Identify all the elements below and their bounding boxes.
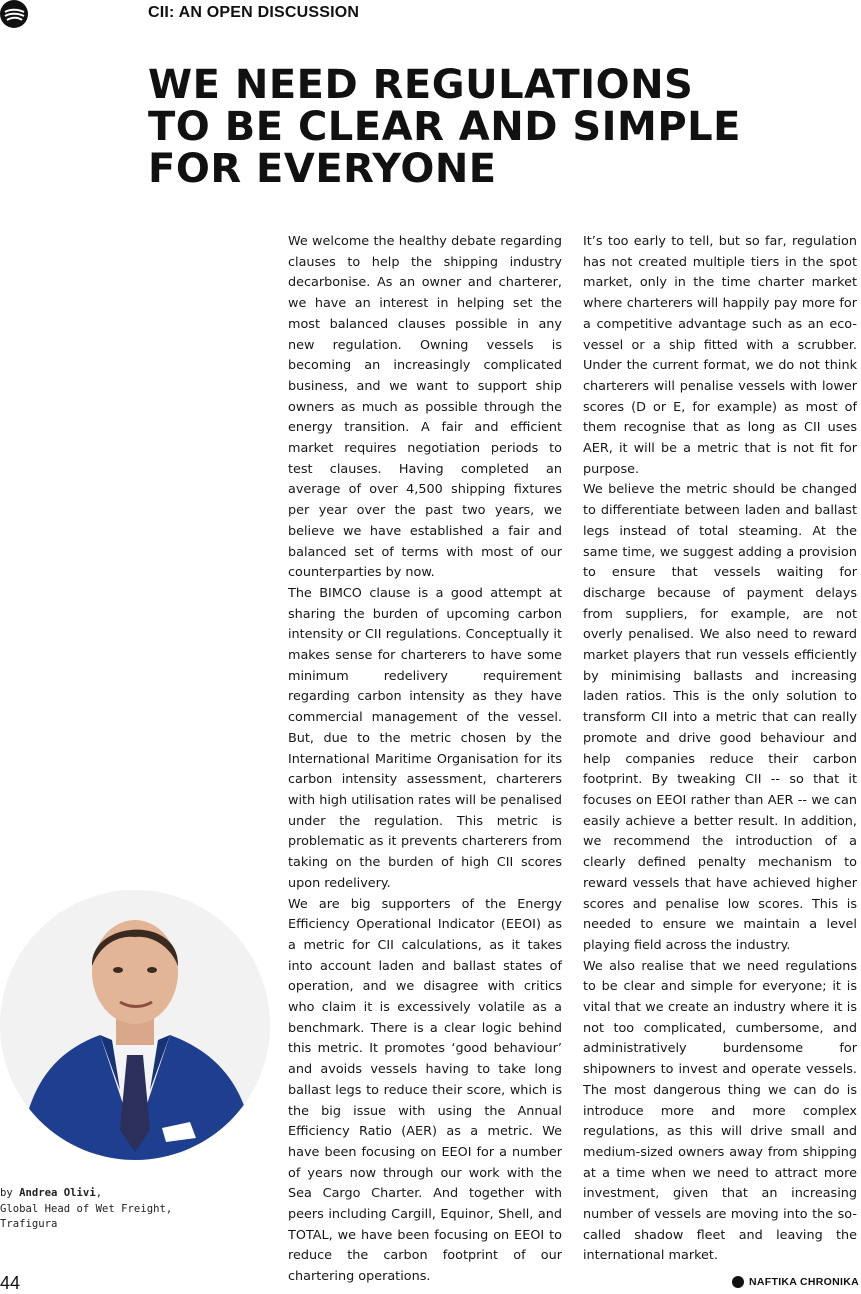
headline-line-2: TO BE CLEAR AND SIMPLE — [148, 104, 741, 150]
author-byline — [0, 1186, 172, 1233]
article-paragraph: It’s too early to tell, but so far, regulation has not created multiple tiers in the spot market, only in the time charter market where charterers will happily pay more for a competitive advantage such as an eco-vessel or a ship fitted with a scrubber. Under the current format, we do not think charterers will penalise vessels with lower scores (D or E, for example) as most of them recognise that as long as CII uses AER, it will be a metric that is not fit for purpose. — [583, 234, 857, 477]
article-paragraph: We are big supporters of the Energy Efficiency Operational Indicator (EEOI) as a metric for CII calculations, as it takes into account laden and ballast states of operation, and we disagree with critics who claim it is excessively volatile as a benchmark. There is a clear logic behind this metric. It promotes ‘good behaviour’ and avoids vessels having to take long ballast legs to reduce their score, which is the big issue with using the Annual Efficiency Ratio (AER) as a metric. We have been focusing on EEOI for a number of years now through our work with the Sea Cargo Charter. And together with peers including Cargill, Equinor, Shell, and TOTAL, we have been focusing on EEOI to reduce the carbon footprint of our chartering operations. — [288, 896, 562, 1285]
author-name: Andrea Olivi — [19, 1187, 96, 1199]
headline-line-1: WE NEED REGULATIONS — [148, 62, 694, 108]
article-paragraph: We also realise that we need regulations to be clear and simple for everyone; it is vital that we create an industry where it is not too complicated, cumbersome, and administratively burdensome for shipowners to invest and operate vessels. The most dangerous thing we can do is introduce more and more complex regulations, as this will drive small and medium-sized owners away from shipping at a time when we need to attract more investment, given that an increasing number of vessels are moving into the so-called shadow fleet and leaving the international market. — [583, 958, 857, 1264]
article-paragraph: The BIMCO clause is a good attempt at sharing the burden of upcoming carbon intensity or CII regulations. Conceptually it makes sense for charterers to have some minimum redelivery requirement regarding carbon intensity as they have commercial management of the vessel. But, due to the metric chosen by the International Maritime Organisation for its carbon intensity assessment, charterers with high utilisation rates will be penalised under the regulation. This metric is problematic as it prevents charterers from taking on the burden of high CII scores upon redelivery. — [288, 585, 562, 891]
article-column-left — [288, 232, 562, 1288]
article-paragraph: We believe the metric should be changed to differentiate between laden and ballast legs instead of total steaming. At the same time, we suggest adding a provision to ensure that vessels waiting for discharge because of payment delays from suppliers, for example, are not overly penalised. We also need to reward market players that run vessels efficiently by minimising ballasts and increasing laden ratios. This is the only solution to transform CII into a metric that can really promote and drive good behaviour and help companies reduce their carbon footprint. By tweaking CII -- so that it focuses on EEOI rather than AER -- we can easily achieve a better result. In addition, we recommend the introduction of a clearly defined penalty mechanism to reward vessels that have achieved higher scores and penalise low scores. This is needed to ensure we maintain a level playing field across the industry. — [583, 482, 857, 953]
article-paragraph: We welcome the healthy debate regarding clauses to help the shipping industry decarbonise. As an owner and charterer, we have an interest in helping set the most balanced clauses possible in any new regulation. Owning vessels is becoming an increasingly complicated business, and we want to support ship owners as much as possible through the energy transition. A fair and efficient market requires negotiation periods to test clauses. Having completed an average of over 4,500 shipping fixtures per year over the past two years, we believe we have established a fair and balanced set of terms with most of our counterparties by now. — [288, 234, 562, 581]
author-role: Global Head of Wet Freight, — [0, 1202, 173, 1215]
page-number: 44 — [0, 1273, 21, 1293]
article-headline — [148, 64, 838, 190]
author-company: Trafigura — [0, 1218, 58, 1230]
byline-separator: , — [95, 1187, 103, 1199]
brand-name: NAFTIKA CHRONIKA — [749, 1276, 859, 1288]
section-label: CII: AN OPEN DISCUSSION — [148, 4, 360, 21]
byline-prefix: by — [0, 1187, 13, 1199]
footer-brand — [732, 1276, 859, 1288]
headline-line-3: FOR EVERYONE — [148, 146, 497, 192]
naftika-logo-icon — [732, 1276, 744, 1288]
naftika-logo-icon — [0, 0, 28, 28]
author-portrait — [0, 890, 270, 1160]
article-column-right — [583, 232, 857, 1267]
